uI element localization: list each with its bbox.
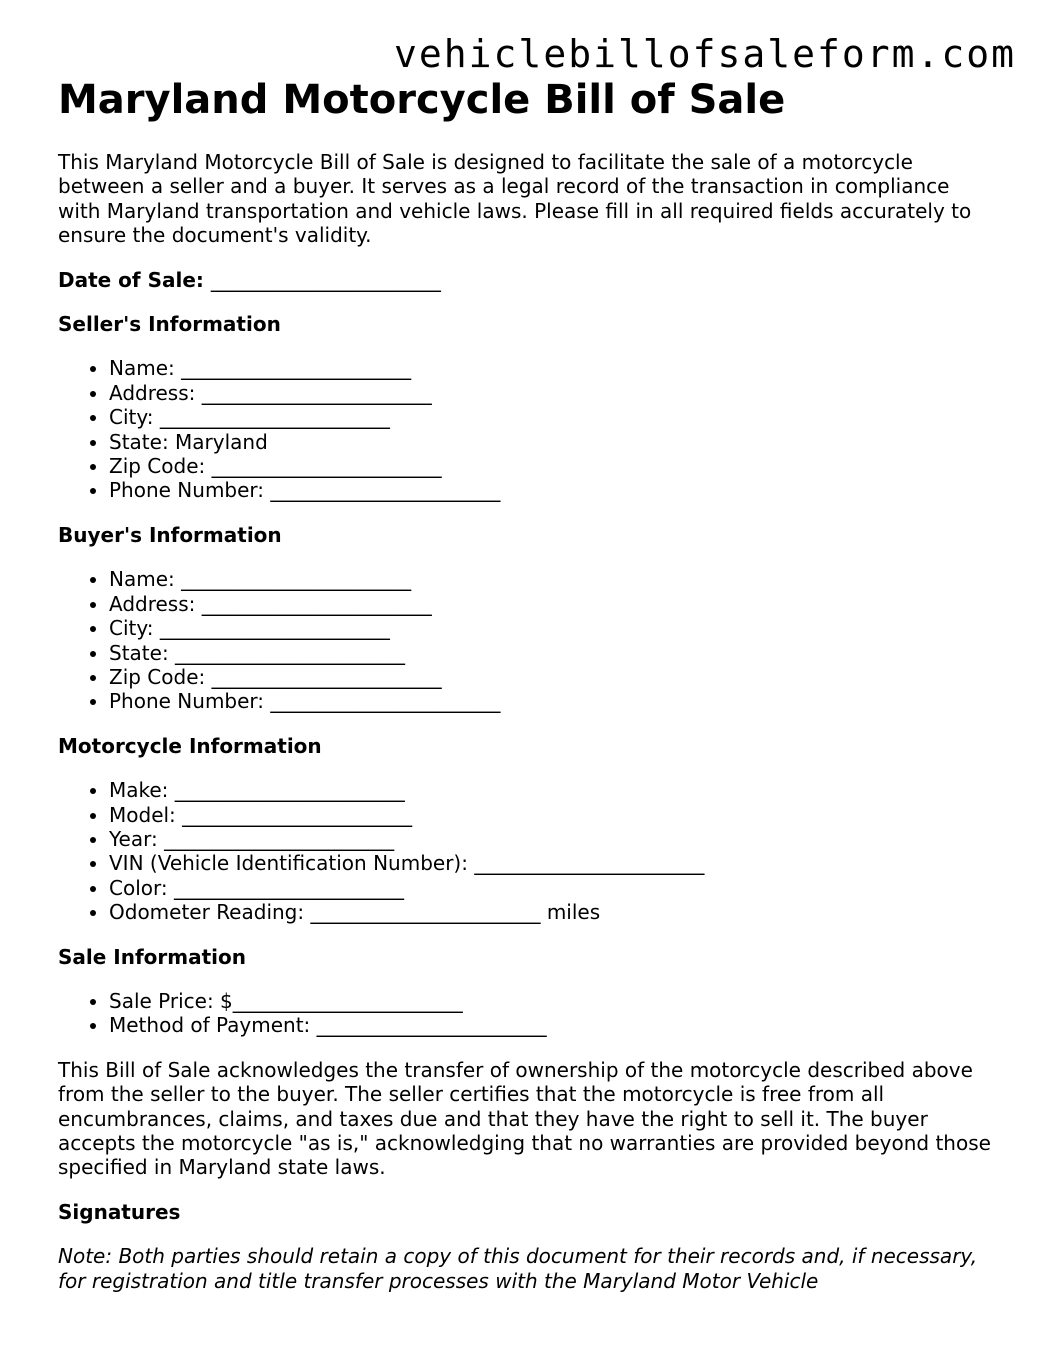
seller-heading: Seller's Information [58,312,281,337]
buyer-state-item: • State: _______________________ [109,641,998,665]
site-watermark: vehiclebillofsaleform.com [394,32,1016,76]
seller-address-item: • Address: _______________________ [109,381,998,405]
seller-state-item: • State: Maryland [109,430,998,454]
acknowledgment-paragraph: This Bill of Sale acknowledges the transfer of ownership of the motorcycle described above from the seller to the buyer. The seller certifies that the motorcycle is free from all encumbrances, claims, and taxes due and that they have the right to sell it. The buyer accepts the motorcycle "as is," acknowledging that no warranties are provided beyond those specified in Maryland state laws. [58,1057,991,1180]
sale-heading: Sale Information [58,944,246,969]
date-of-sale-label: Date of Sale: [58,267,204,292]
page-title: Maryland Motorcycle Bill of Sale [58,77,786,123]
motorcycle-year-item: • Year: _______________________ [109,827,998,851]
buyer-address-item: • Address: _______________________ [109,592,998,616]
sale-price-item: • Sale Price: $_______________________ [109,989,998,1013]
sale-payment-method-item: • Method of Payment: _______________________ [109,1013,998,1037]
motorcycle-odometer-item: • Odometer Reading: _______________________ miles [109,900,998,924]
intro-paragraph: This Maryland Motorcycle Bill of Sale is designed to facilitate the sale of a motorcycle between a seller and a buyer. It serves as a legal record of the transaction in compliance with Maryland transportation and vehicle laws. Please fill in all required fields accurately to ensure the document's validity. [58,150,972,248]
motorcycle-model-item: • Model: _______________________ [109,803,998,827]
buyer-zip-item: • Zip Code: _______________________ [109,665,998,689]
document-body [58,74,998,1293]
motorcycle-heading: Motorcycle Information [58,733,322,758]
buyer-phone-item: • Phone Number: _______________________ [109,689,998,713]
buyer-name-item: • Name: _______________________ [109,567,998,591]
motorcycle-vin-item: • VIN (Vehicle Identification Number): _______________________ [109,851,998,875]
sale-list [58,989,998,1038]
motorcycle-make-item: • Make: _______________________ [109,778,998,802]
motorcycle-list [58,778,998,924]
motorcycle-color-item: • Color: _______________________ [109,876,998,900]
seller-zip-item: • Zip Code: _______________________ [109,454,998,478]
seller-city-item: • City: _______________________ [109,405,998,429]
signatures-heading: Signatures [58,1199,181,1224]
buyer-list [58,567,998,713]
buyer-heading: Buyer's Information [58,522,282,547]
buyer-city-item: • City: _______________________ [109,616,998,640]
seller-list [58,356,998,502]
date-of-sale-blank: _______________________ [210,267,441,292]
date-of-sale-field [58,268,998,292]
seller-phone-item: • Phone Number: _______________________ [109,478,998,502]
seller-name-item: • Name: _______________________ [109,356,998,380]
note-paragraph: Note: Both parties should retain a copy of this document for their records and, if necessary, for registration and title transfer processes with the Maryland Motor Vehicle [58,1244,978,1293]
